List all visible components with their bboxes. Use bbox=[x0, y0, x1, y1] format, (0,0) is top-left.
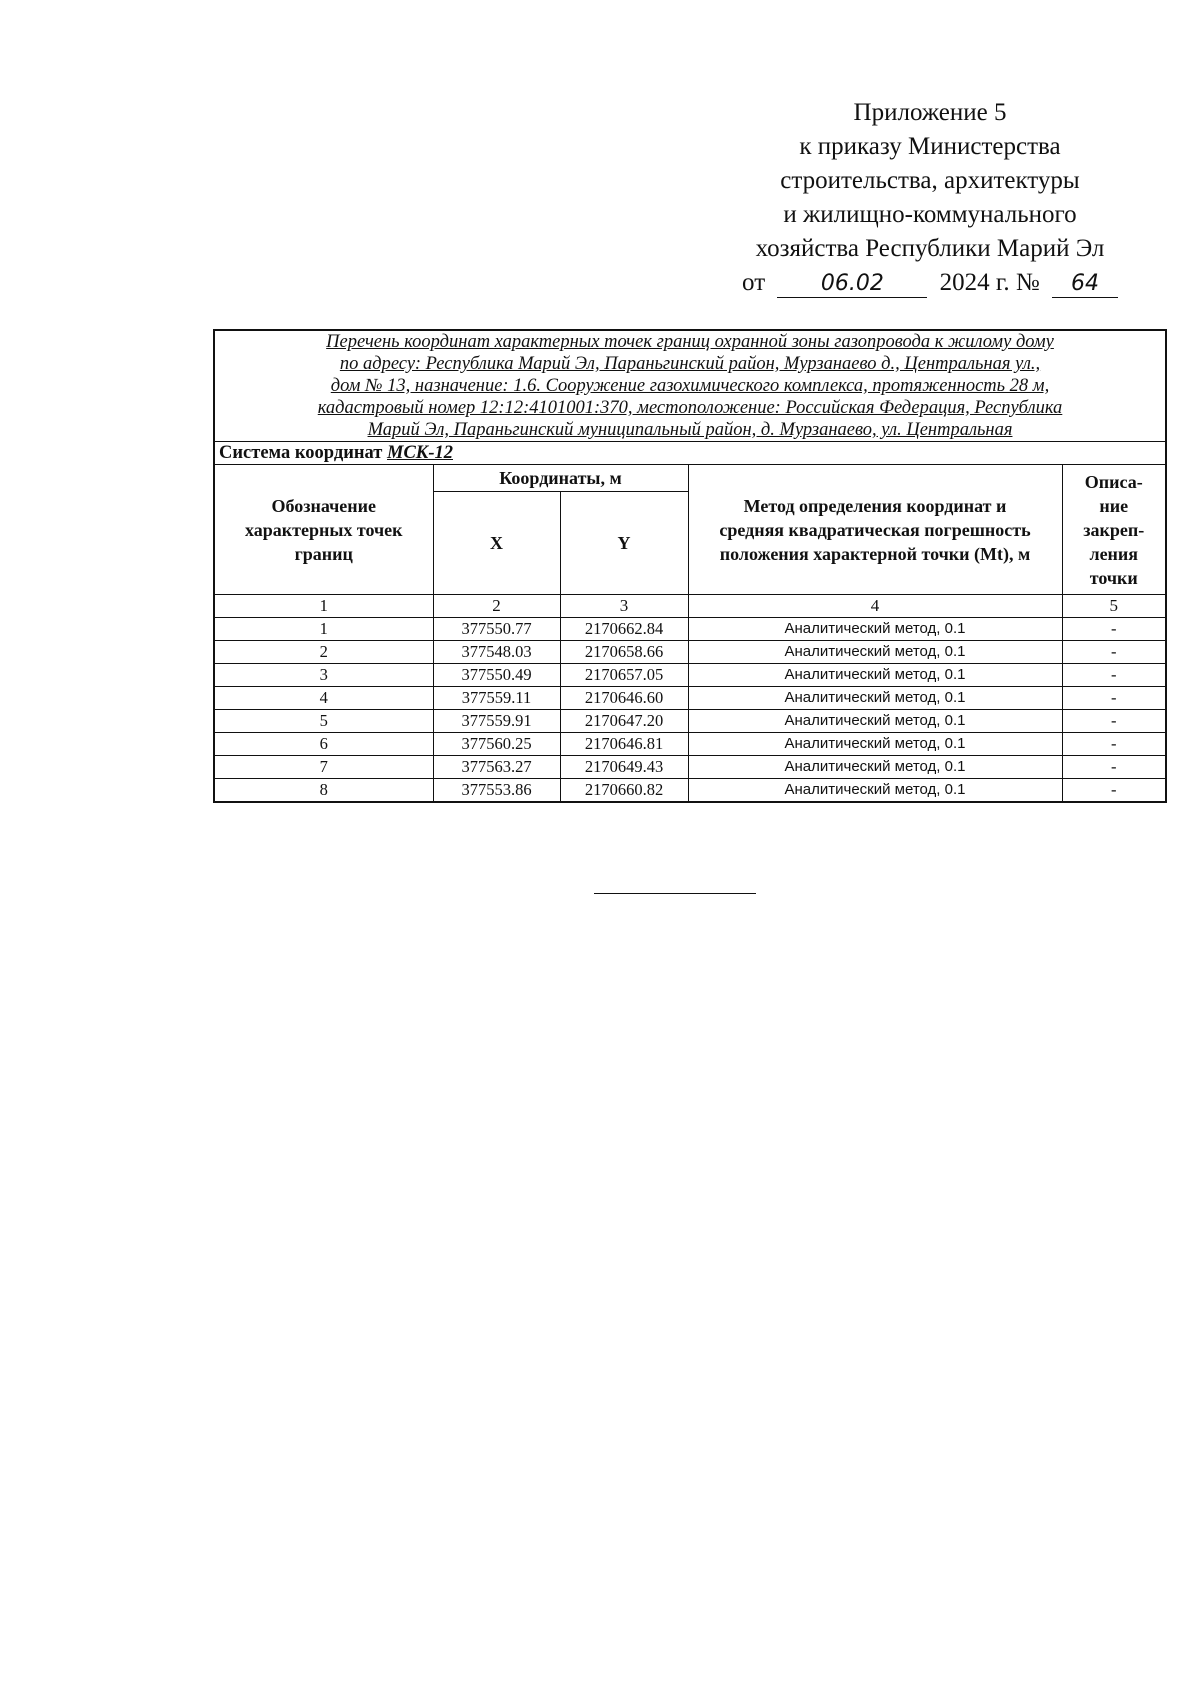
cell-x: 377553.86 bbox=[433, 779, 560, 803]
appendix-header bbox=[700, 96, 1160, 300]
cell-point: 3 bbox=[214, 664, 433, 687]
cell-description: - bbox=[1062, 710, 1166, 733]
system-label: Система координат bbox=[219, 443, 383, 463]
cell-x: 377559.91 bbox=[433, 710, 560, 733]
cell-description: - bbox=[1062, 687, 1166, 710]
column-numbers-row bbox=[214, 595, 1166, 618]
title-line: дом № 13, назначение: 1.6. Сооружение газохимического комплекса, протяженность 28 м, bbox=[330, 376, 1050, 396]
title-line: по адресу: Республика Марий Эл, Параньгинский район, Мурзанаево д., Центральная ул., bbox=[339, 354, 1041, 374]
system-value: МСК-12 bbox=[387, 443, 453, 463]
cell-method: Аналитический метод, 0.1 bbox=[688, 618, 1062, 641]
cell-point: 5 bbox=[214, 710, 433, 733]
header-x: X bbox=[433, 492, 560, 595]
cell-description: - bbox=[1062, 618, 1166, 641]
appendix-line: строительства, архитектуры bbox=[780, 167, 1080, 194]
cell-description: - bbox=[1062, 641, 1166, 664]
cell-description: - bbox=[1062, 664, 1166, 687]
cell-method: Аналитический метод, 0.1 bbox=[688, 664, 1062, 687]
cell-y: 2170662.84 bbox=[560, 618, 688, 641]
cell-y: 2170657.05 bbox=[560, 664, 688, 687]
cell-point: 6 bbox=[214, 733, 433, 756]
table-row bbox=[214, 756, 1166, 779]
cell-method: Аналитический метод, 0.1 bbox=[688, 710, 1062, 733]
column-number: 2 bbox=[433, 595, 560, 618]
appendix-line: Приложение 5 bbox=[853, 99, 1007, 126]
cell-method: Аналитический метод, 0.1 bbox=[688, 756, 1062, 779]
appendix-line: к приказу Министерства bbox=[799, 133, 1061, 160]
cell-point: 1 bbox=[214, 618, 433, 641]
cell-method: Аналитический метод, 0.1 bbox=[688, 641, 1062, 664]
cell-x: 377548.03 bbox=[433, 641, 560, 664]
cell-x: 377550.77 bbox=[433, 618, 560, 641]
appendix-line: хозяйства Республики Марий Эл bbox=[755, 235, 1105, 262]
end-divider bbox=[594, 893, 756, 894]
cell-point: 4 bbox=[214, 687, 433, 710]
title-line: Перечень координат характерных точек границ охранной зоны газопровода к жилому дому bbox=[326, 332, 1054, 352]
cell-x: 377550.49 bbox=[433, 664, 560, 687]
table-row bbox=[214, 687, 1166, 710]
year-label: 2024 г. № bbox=[939, 269, 1040, 296]
cell-description: - bbox=[1062, 756, 1166, 779]
cell-x: 377559.11 bbox=[433, 687, 560, 710]
cell-method: Аналитический метод, 0.1 bbox=[688, 733, 1062, 756]
handwritten-order-number: 64 bbox=[1052, 271, 1118, 298]
column-number: 3 bbox=[560, 595, 688, 618]
cell-x: 377563.27 bbox=[433, 756, 560, 779]
header-y: Y bbox=[560, 492, 688, 595]
cell-x: 377560.25 bbox=[433, 733, 560, 756]
table-title bbox=[214, 330, 1166, 442]
cell-description: - bbox=[1062, 733, 1166, 756]
cell-description: - bbox=[1062, 779, 1166, 803]
header-method: Метод определения координат и средняя квадратическая погрешность положения характерной точки (Mt), м bbox=[688, 465, 1062, 595]
handwritten-date: 06.02 bbox=[777, 271, 927, 298]
header-description: Описа-ние закреп-ления точки bbox=[1062, 465, 1166, 595]
coordinates-table bbox=[213, 329, 1167, 803]
table-row bbox=[214, 664, 1166, 687]
table-row bbox=[214, 710, 1166, 733]
appendix-line: и жилищно-коммунального bbox=[783, 201, 1077, 228]
column-number: 4 bbox=[688, 595, 1062, 618]
cell-y: 2170646.60 bbox=[560, 687, 688, 710]
from-label: от bbox=[742, 269, 766, 296]
cell-y: 2170649.43 bbox=[560, 756, 688, 779]
table-row bbox=[214, 618, 1166, 641]
cell-y: 2170647.20 bbox=[560, 710, 688, 733]
cell-method: Аналитический метод, 0.1 bbox=[688, 779, 1062, 803]
header-coordinates: Координаты, м bbox=[433, 465, 688, 492]
cell-point: 2 bbox=[214, 641, 433, 664]
header-point: Обозначение характерных точек границ bbox=[214, 465, 433, 595]
table-row bbox=[214, 779, 1166, 803]
cell-y: 2170658.66 bbox=[560, 641, 688, 664]
table-row bbox=[214, 733, 1166, 756]
table-row bbox=[214, 641, 1166, 664]
column-number: 5 bbox=[1062, 595, 1166, 618]
cell-point: 7 bbox=[214, 756, 433, 779]
coordinate-system bbox=[214, 442, 1166, 465]
cell-y: 2170660.82 bbox=[560, 779, 688, 803]
cell-y: 2170646.81 bbox=[560, 733, 688, 756]
order-date-line bbox=[700, 266, 1160, 300]
column-number: 1 bbox=[214, 595, 433, 618]
cell-method: Аналитический метод, 0.1 bbox=[688, 687, 1062, 710]
cell-point: 8 bbox=[214, 779, 433, 803]
title-line: Марий Эл, Параньгинский муниципальный район, д. Мурзанаево, ул. Центральная bbox=[367, 420, 1013, 440]
title-line: кадастровый номер 12:12:4101001:370, местоположение: Российская Федерация, Республика bbox=[317, 398, 1063, 418]
